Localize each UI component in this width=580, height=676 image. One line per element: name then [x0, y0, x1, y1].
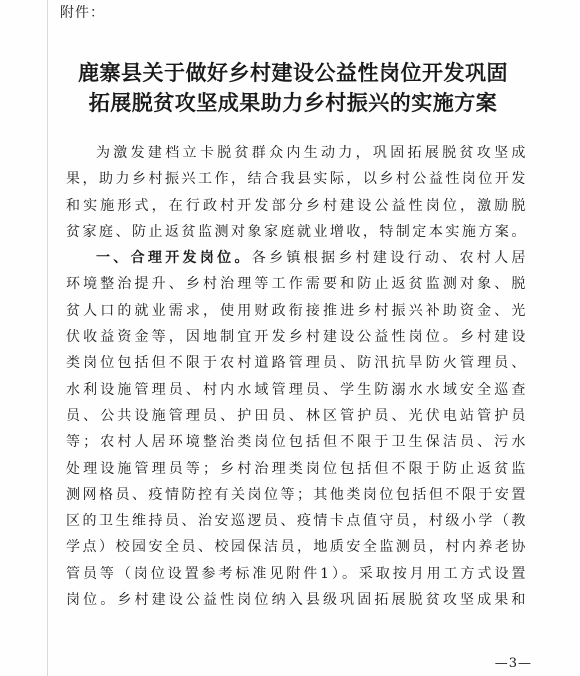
section-1-first-line-text: 各乡镇根据乡村建设行动、农村人居 [251, 250, 526, 267]
attachment-label: 附件： [60, 5, 105, 21]
section-1-line: 区的卫生维持员、治安巡逻员、疫情卡点值守员，村级小学（教 [66, 513, 526, 530]
section-1-first-line [66, 245, 526, 271]
paragraph-1-line: 为激发建档立卡脱贫群众内生动力，巩固拓展脱贫攻坚成 [96, 145, 526, 161]
document-body [66, 140, 526, 613]
paragraph-1-line: 和实施形式，在行政村开发部分乡村建设公益性岗位，激励脱 [66, 197, 526, 214]
document-title-line-2: 拓展脱贫攻坚成果助力乡村振兴的实施方案 [88, 91, 498, 115]
section-1-line: 伏收益资金等，因地制宜开发乡村建设公益性岗位。乡村建设 [66, 329, 526, 346]
page-left-margin-line [47, 0, 48, 676]
section-1-heading: 一、合理开发岗位。 [96, 250, 252, 267]
paragraph-1-line: 果，助力乡村振兴工作，结合我县实际，以乡村公益性岗位开发 [66, 171, 526, 188]
section-1-line: 岗位。乡村建设公益性岗位纳入县级巩固拓展脱贫攻坚成果和 [66, 592, 526, 609]
page-number: —3— [494, 656, 532, 671]
section-1-line: 环境整治提升、乡村治理等工作需要和防止返贫监测对象、脱 [66, 276, 526, 293]
section-1-line: 类岗位包括但不限于农村道路管理员、防汛抗旱防火管理员、 [66, 355, 526, 372]
paragraph-1-line: 贫家庭、防止返贫监测对象家庭就业增收，特制定本实施方案。 [66, 223, 526, 240]
section-1-line: 水利设施管理员、村内水域管理员、学生防溺水水域安全巡查 [66, 381, 526, 398]
section-1-line: 处理设施管理员等；乡村治理类岗位包括但不限于防止返贫监 [66, 460, 526, 477]
document-title-line-1: 鹿寨县关于做好乡村建设公益性岗位开发巩固 [78, 61, 508, 85]
section-1-line: 测网格员、疫情防控有关岗位等；其他类岗位包括但不限于安置 [66, 486, 526, 503]
section-1-line: 学点）校园安全员、校园保洁员，地质安全监测员，村内养老协 [66, 539, 526, 556]
section-1-line: 等；农村人居环境整治类岗位包括但不限于卫生保洁员、污水 [66, 434, 526, 451]
section-1-line: 贫人口的就业需求，使用财政衔接推进乡村振兴补助资金、光 [66, 302, 526, 319]
section-1-line: 员、公共设施管理员、护田员、林区管护员、光伏电站管护员 [66, 407, 526, 424]
section-1-line: 管员等（岗位设置参考标准见附件1）。采取按月用工方式设置 [66, 565, 526, 582]
